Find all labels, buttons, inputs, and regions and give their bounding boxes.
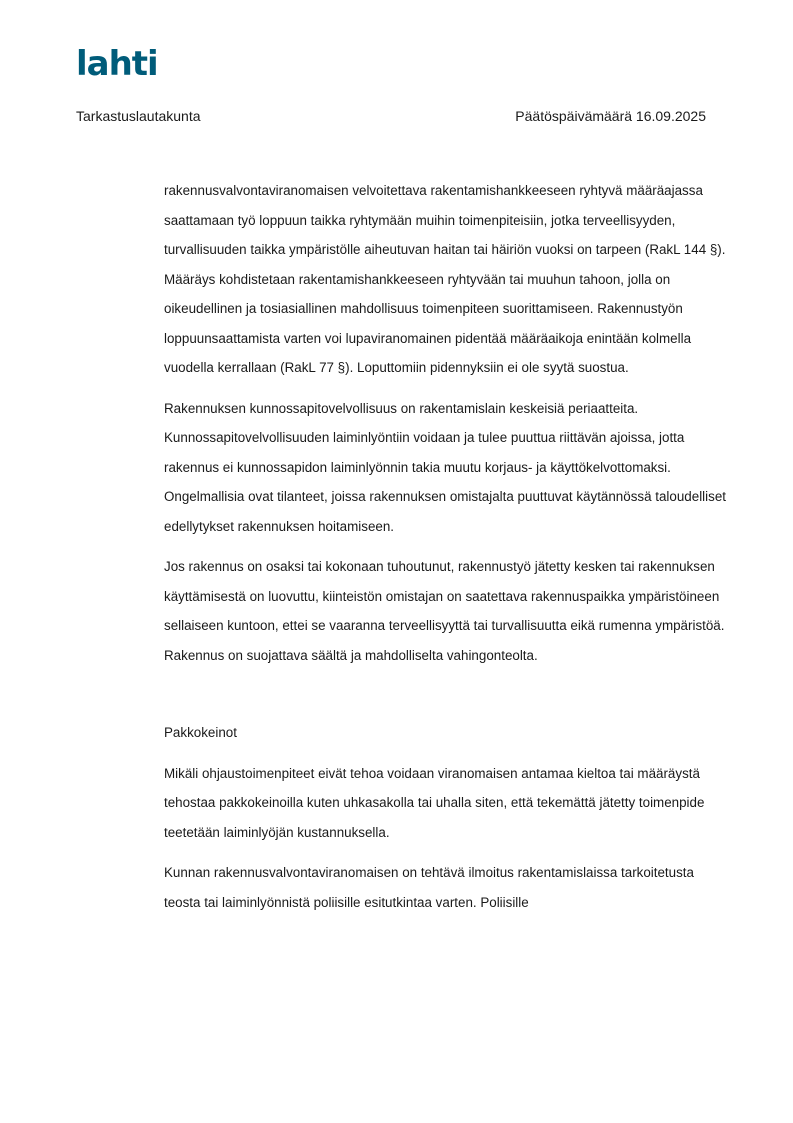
decision-date: Päätöspäivämäärä 16.09.2025: [515, 108, 706, 124]
lahti-logo: lahti: [76, 44, 158, 84]
section-heading: Pakkokeinot: [164, 725, 237, 740]
document-body: [164, 176, 726, 928]
paragraph: Mikäli ohjaustoimenpiteet eivät tehoa voidaan viranomaisen antamaa kieltoa tai määräystä tehostaa pakkokeinoilla kuten uhkasakolla tai uhalla siten, että tekemättä jätetty toimenpide teetetään laiminlyöjän kustannuksella.: [164, 765, 705, 840]
paragraph: Rakennuksen kunnossapitovelvollisuus on rakentamislain keskeisiä periaatteita. Kunnossapitovelvollisuuden laiminlyöntiin voidaan ja tulee puuttua riittävän ajoissa, jotta rakennus ei kunnossapidon laiminlyönnin takia muutu korjaus- ja käyttökelvottomaksi. Ongelmallisia ovat tilanteet, joissa rakennuksen omistajalta puuttuvat käytännössä taloudelliset edellytykset rakennuksen hoitamiseen.: [164, 400, 726, 534]
committee-name: Tarkastuslautakunta: [76, 108, 201, 124]
paragraph: rakennusvalvontaviranomaisen velvoitettava rakentamishankkeeseen ryhtyvä määräajassa saattamaan työ loppuun taikka ryhtymään muihin toimenpiteisiin, jotka terveellisyyden, turvallisuuden taikka ympäristölle aiheutuvan haitan tai häiriön vuoksi on tarpeen (RakL 144 §). Määräys kohdistetaan rakentamishankkeeseen ryhtyvään tai muuhun tahoon, jolla on oikeudellinen ja tosiasiallinen mahdollisuus toimenpiteen suorittamiseen. Rakennustyön loppuunsaattamista varten voi lupaviranomainen pidentää määräaikoja enintään kolmella vuodella kerrallaan (RakL 77 §). Loputtomiin pidennyksiin ei ole syytä suostua.: [164, 183, 726, 375]
paragraph: Kunnan rakennusvalvontaviranomaisen on tehtävä ilmoitus rakentamislaissa tarkoitetusta teosta tai laiminlyönnistä poliisille esitutkintaa varten. Poliisille: [164, 865, 694, 910]
paragraph: Jos rakennus on osaksi tai kokonaan tuhoutunut, rakennustyö jätetty kesken tai rakennuksen käyttämisestä on luovuttu, kiinteistön omistajan on saatettava rakennuspaikka ympäristöineen sellaiseen kuntoon, ettei se vaaranna terveellisyyttä tai turvallisuutta eikä rumenna ympäristöä. Rakennus on suojattava säältä ja mahdolliselta vahingonteolta.: [164, 559, 725, 663]
